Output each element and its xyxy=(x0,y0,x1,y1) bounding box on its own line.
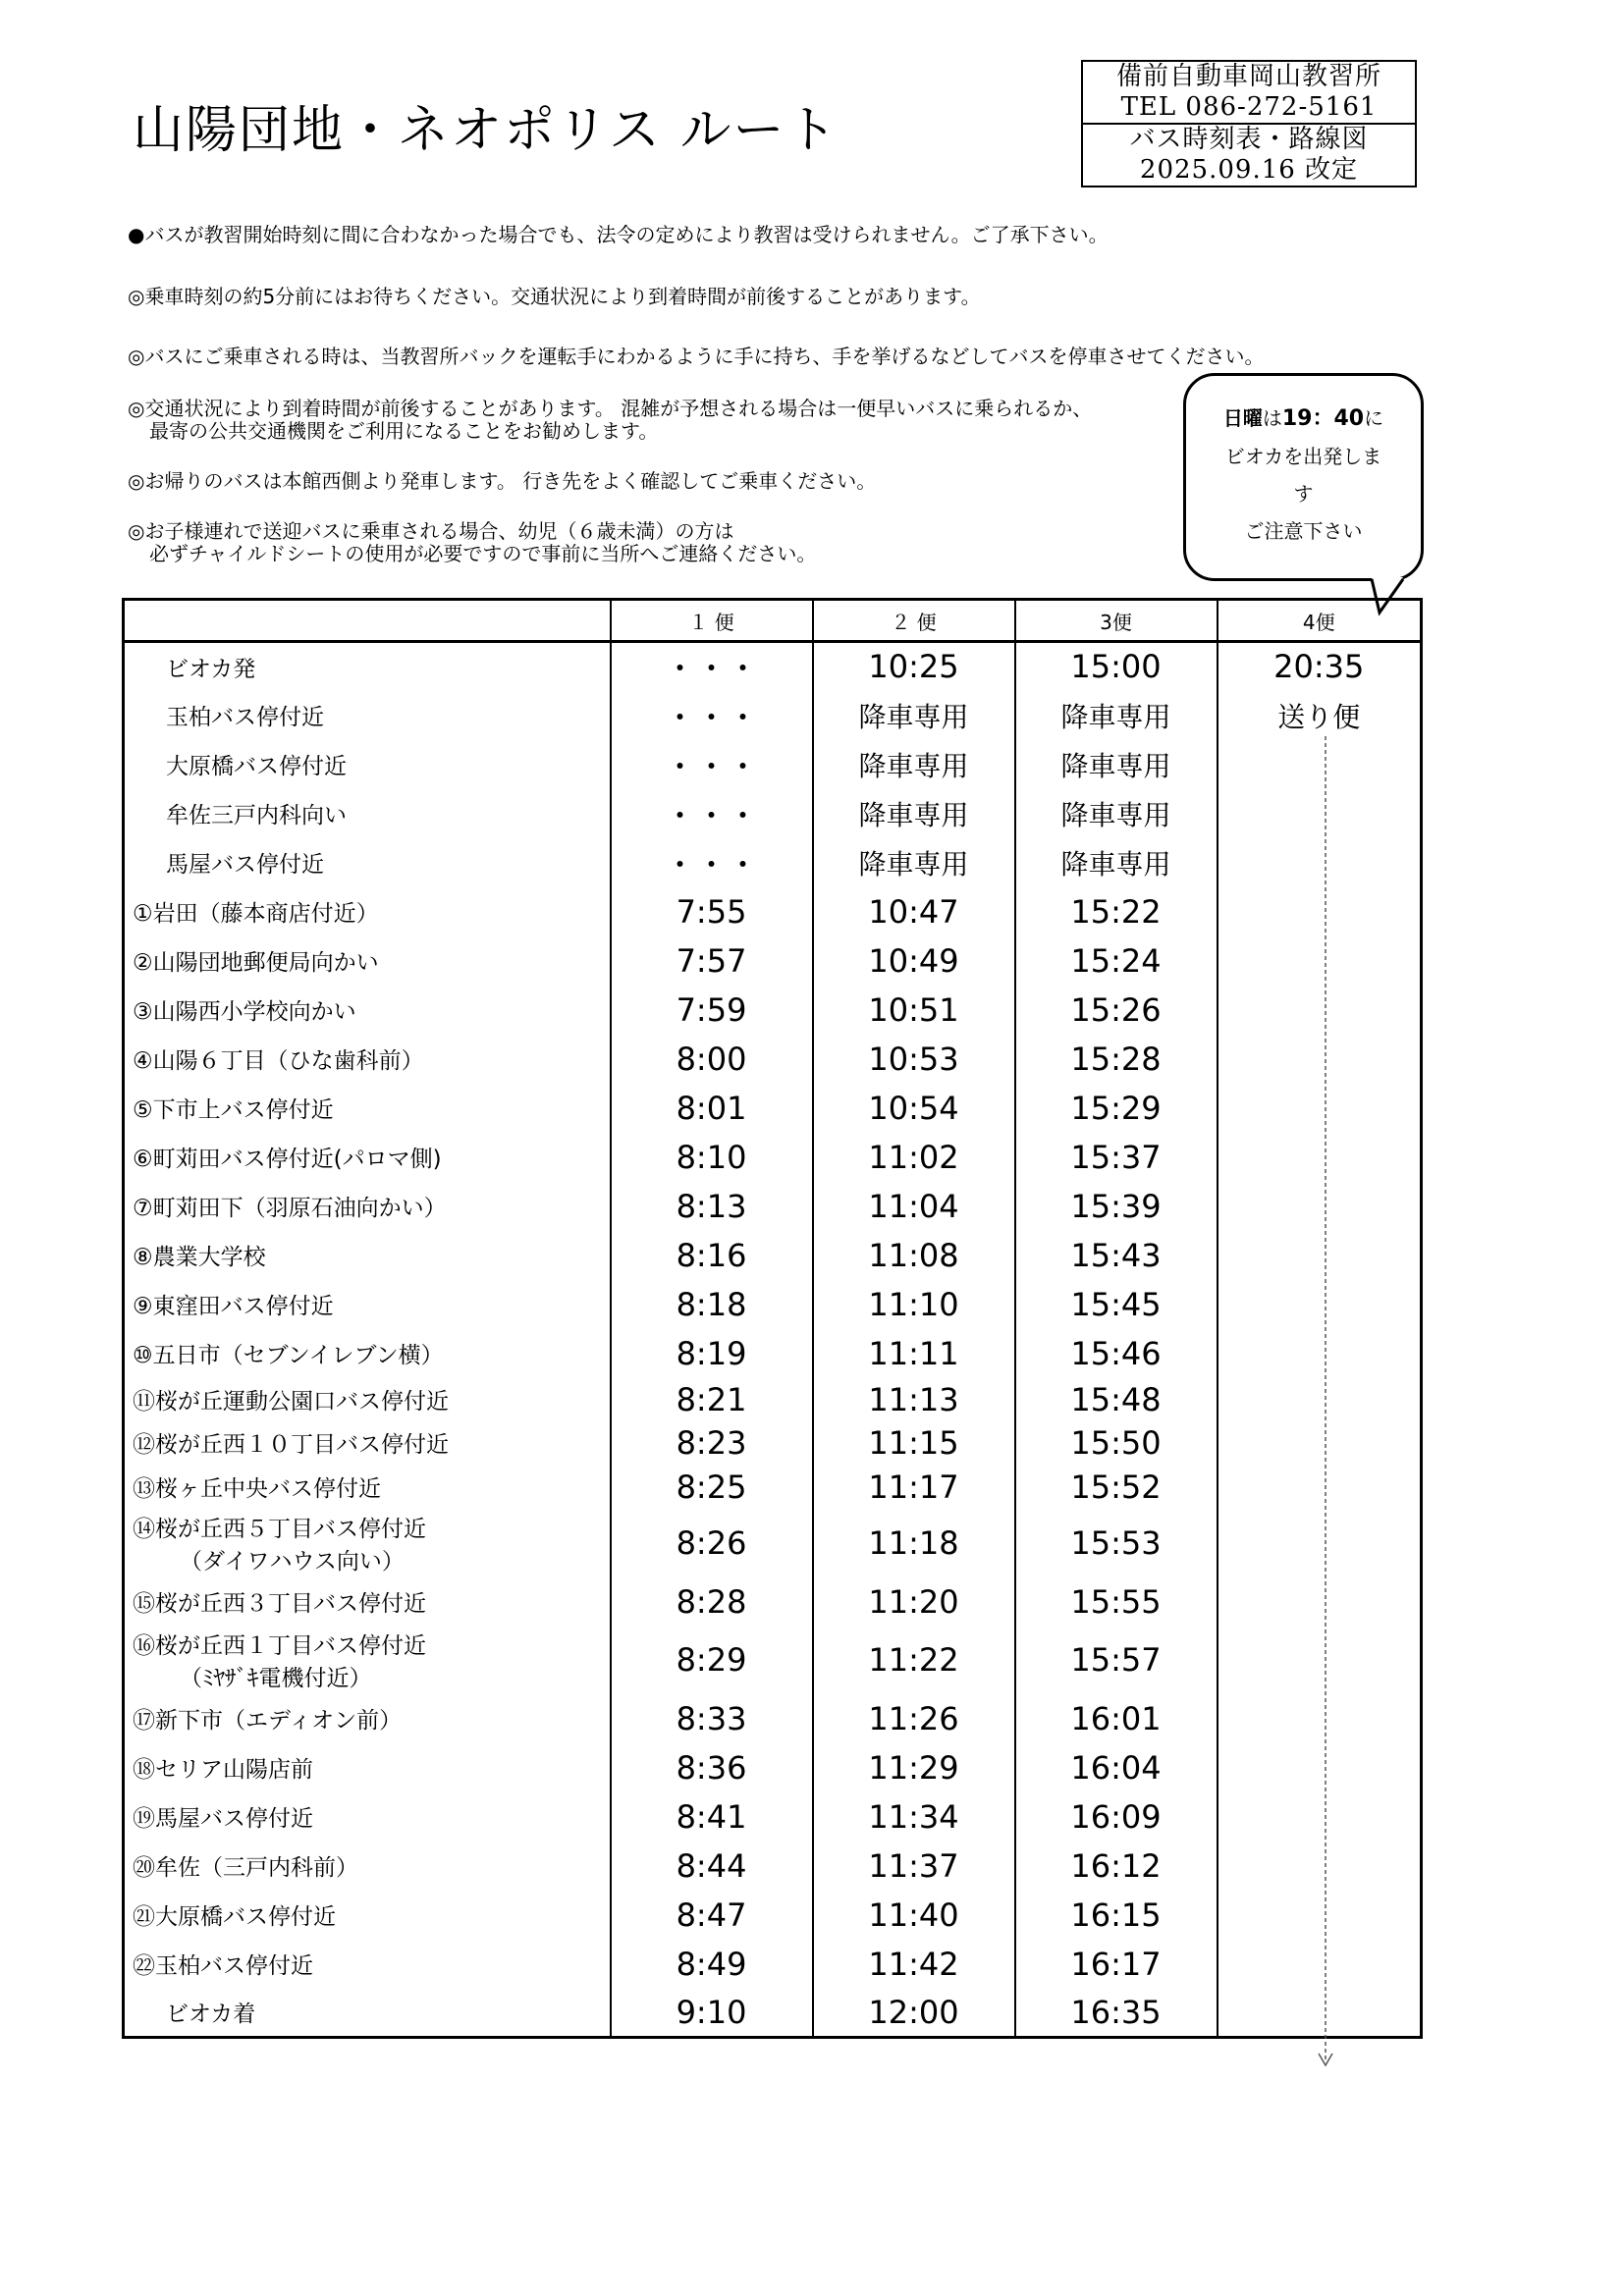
stop-name xyxy=(124,1940,611,1989)
stop-label: ⑯桜が丘西１丁目バス停付近 xyxy=(133,1633,426,1659)
stop-name xyxy=(124,691,611,740)
note-5: ◎お帰りのバスは本館西側より発車します。 行き先をよく確認してご乗車ください。 xyxy=(128,469,877,493)
trip-3-time: 15:37 xyxy=(1015,1133,1218,1182)
table-row xyxy=(124,1231,1422,1280)
table-row xyxy=(124,887,1422,936)
stop-name xyxy=(124,1792,611,1842)
stop-name xyxy=(124,838,611,887)
trip-1-time: 7:59 xyxy=(611,986,813,1035)
trip-1-time: 8:28 xyxy=(611,1577,813,1627)
stop-name xyxy=(124,1280,611,1329)
stop-name xyxy=(124,1035,611,1084)
table-row xyxy=(124,1842,1422,1891)
trip-3-time: 15:57 xyxy=(1015,1627,1218,1694)
trip-1-time: 8:21 xyxy=(611,1378,813,1421)
table-row xyxy=(124,691,1422,740)
trip-3-time: 降車専用 xyxy=(1015,838,1218,887)
trip-3-time: 15:53 xyxy=(1015,1510,1218,1577)
stop-label: 馬屋バス停付近 xyxy=(166,852,324,878)
stop-name xyxy=(124,1084,611,1133)
trip-3-time: 15:55 xyxy=(1015,1577,1218,1627)
stop-label: ②山陽団地郵便局向かい xyxy=(133,950,379,976)
trip-2-time: 11:22 xyxy=(813,1627,1015,1694)
trip-1-time: ・・・ xyxy=(611,838,813,887)
table-row xyxy=(124,1743,1422,1792)
office-name: 備前自動車岡山教習所 xyxy=(1115,62,1381,91)
stop-label: ⑨東窪田バス停付近 xyxy=(133,1294,334,1319)
stop-label: ⑰新下市（エディオン前） xyxy=(133,1708,403,1734)
trip-1-time: ・・・ xyxy=(611,642,813,691)
table-row xyxy=(124,1577,1422,1627)
trip-3-time: 15:45 xyxy=(1015,1280,1218,1329)
stop-name xyxy=(124,1743,611,1792)
stop-label: ④山陽６丁目（ひな歯科前） xyxy=(133,1048,424,1074)
header-stop xyxy=(124,600,611,642)
stop-name xyxy=(124,740,611,789)
table-row xyxy=(124,1329,1422,1378)
trip-2-time: 11:18 xyxy=(813,1510,1015,1577)
trip-1-time: 8:29 xyxy=(611,1627,813,1694)
trip-1-time: 8:41 xyxy=(611,1792,813,1842)
trip-3-time: 降車専用 xyxy=(1015,740,1218,789)
trip-3-time: 15:24 xyxy=(1015,936,1218,986)
trip-1-time: ・・・ xyxy=(611,740,813,789)
trip-2-time: 11:02 xyxy=(813,1133,1015,1182)
stop-name xyxy=(124,1842,611,1891)
stop-label: ⑥町苅田バス停付近(パロマ側) xyxy=(133,1147,442,1172)
trip-3-time: 降車専用 xyxy=(1015,789,1218,838)
trip-3-time: 15:39 xyxy=(1015,1182,1218,1231)
trip-3-time: 15:26 xyxy=(1015,986,1218,1035)
stop-label: 牟佐三戸内科向い xyxy=(166,803,347,828)
trip-1-time: 8:19 xyxy=(611,1329,813,1378)
trip-2-time: 10:49 xyxy=(813,936,1015,986)
trip-3-time: 16:35 xyxy=(1015,1989,1218,2038)
trip-2-time: 11:42 xyxy=(813,1940,1015,1989)
stop-label: ①岩田（藤本商店付近） xyxy=(133,901,379,927)
stop-label: ⑤下市上バス停付近 xyxy=(133,1097,334,1123)
stop-label: ⑬桜ヶ丘中央バス停付近 xyxy=(133,1476,381,1502)
trip-3-time: 15:00 xyxy=(1015,642,1218,691)
table-row xyxy=(124,1940,1422,1989)
trip-3-time: 降車専用 xyxy=(1015,691,1218,740)
trip-3-time: 16:15 xyxy=(1015,1891,1218,1940)
stop-name xyxy=(124,1510,611,1577)
trip-3-time: 15:48 xyxy=(1015,1378,1218,1421)
stop-name xyxy=(124,1465,611,1510)
trip-1-time: 8:16 xyxy=(611,1231,813,1280)
trip-1-time: 8:26 xyxy=(611,1510,813,1577)
stop-name xyxy=(124,1421,611,1465)
office-info-box xyxy=(1081,60,1417,187)
trip-1-time: 8:49 xyxy=(611,1940,813,1989)
trip-2-time: 11:29 xyxy=(813,1743,1015,1792)
stop-sublabel: （ﾐﾔｻﾞｷ電機付近） xyxy=(180,1666,372,1691)
table-row xyxy=(124,936,1422,986)
table-row xyxy=(124,1182,1422,1231)
stop-label: ⑫桜が丘西１０丁目バス停付近 xyxy=(133,1432,449,1458)
note-6: ◎お子様連れで送迎バスに乗車される場合、幼児（６歳未満）の方は 必ずチャイルドシートの使用が必要ですので事前に当所へご連絡ください。 xyxy=(128,519,817,565)
table-row xyxy=(124,986,1422,1035)
trip-1-time: 8:01 xyxy=(611,1084,813,1133)
trip-2-time: 10:47 xyxy=(813,887,1015,936)
stop-name xyxy=(124,642,611,691)
stop-name xyxy=(124,1133,611,1182)
stop-name xyxy=(124,986,611,1035)
trip-2-time: 10:53 xyxy=(813,1035,1015,1084)
note-1: ●バスが教習開始時刻に間に合わなかった場合でも、法令の定めにより教習は受けられません。ご了承下さい。 xyxy=(128,223,1109,246)
table-row xyxy=(124,1989,1422,2038)
table-row xyxy=(124,1133,1422,1182)
revision-date: 2025.09.16 改定 xyxy=(1139,155,1359,185)
table-row xyxy=(124,1421,1422,1465)
trip-2-time: 11:40 xyxy=(813,1891,1015,1940)
trip-2-time: 11:37 xyxy=(813,1842,1015,1891)
trip-2-time: 11:13 xyxy=(813,1378,1015,1421)
stop-name xyxy=(124,1694,611,1743)
table-row xyxy=(124,1694,1422,1743)
stop-sublabel: （ダイワハウス向い） xyxy=(180,1549,405,1575)
header-trip-2: ２ 便 xyxy=(813,600,1015,642)
stop-name xyxy=(124,1182,611,1231)
table-row xyxy=(124,1510,1422,1577)
office-tel: TEL 086-272-5161 xyxy=(1120,92,1378,122)
stop-label: ⑪桜が丘運動公園口バス停付近 xyxy=(133,1389,449,1415)
trip-1-time: 8:33 xyxy=(611,1694,813,1743)
trip-1-time: 8:10 xyxy=(611,1133,813,1182)
trip-3-time: 15:52 xyxy=(1015,1465,1218,1510)
trip-1-time: 8:18 xyxy=(611,1280,813,1329)
trip-1-time: 7:55 xyxy=(611,887,813,936)
table-row xyxy=(124,789,1422,838)
trip-2-time: 降車専用 xyxy=(813,838,1015,887)
trip-2-time: 11:34 xyxy=(813,1792,1015,1842)
table-row xyxy=(124,740,1422,789)
stop-label: ⑳牟佐（三戸内科前） xyxy=(133,1855,358,1881)
trip-2-time: 11:17 xyxy=(813,1465,1015,1510)
stop-label: 玉柏バス停付近 xyxy=(166,705,324,730)
stop-label: ⑮桜が丘西３丁目バス停付近 xyxy=(133,1591,426,1617)
trip-2-time: 11:08 xyxy=(813,1231,1015,1280)
trip-1-time: 8:25 xyxy=(611,1465,813,1510)
trip-2-time: 11:20 xyxy=(813,1577,1015,1627)
header-trip-4: 4便 xyxy=(1218,600,1422,642)
trip-2-time: 降車専用 xyxy=(813,691,1015,740)
trip-4-time: 20:35 xyxy=(1218,642,1422,691)
stop-name xyxy=(124,1329,611,1378)
trip-2-time: 11:15 xyxy=(813,1421,1015,1465)
trip-3-time: 15:22 xyxy=(1015,887,1218,936)
stop-name xyxy=(124,1891,611,1940)
trip-1-time: 8:36 xyxy=(611,1743,813,1792)
trip-3-time: 16:01 xyxy=(1015,1694,1218,1743)
header-trip-3: 3便 xyxy=(1015,600,1218,642)
stop-label: ⑲馬屋バス停付近 xyxy=(133,1806,313,1832)
trip-2-time: 降車専用 xyxy=(813,789,1015,838)
trip-2-time: 10:54 xyxy=(813,1084,1015,1133)
trip-1-time: 8:00 xyxy=(611,1035,813,1084)
stop-label: ③山陽西小学校向かい xyxy=(133,999,356,1025)
stop-label: ⑱セリア山陽店前 xyxy=(133,1757,313,1783)
trip-3-time: 16:09 xyxy=(1015,1792,1218,1842)
note-2: ◎乗車時刻の約5分前にはお待ちください。交通状況により到着時間が前後することがあります。 xyxy=(128,285,981,308)
stop-label: ⑦町苅田下（羽原石油向かい） xyxy=(133,1196,447,1221)
table-row xyxy=(124,1035,1422,1084)
stop-name xyxy=(124,1378,611,1421)
note-4: ◎交通状況により到着時間が前後することがあります。 混雑が予想される場合は一便早いバスに乗られるか、 最寄の公共交通機関をご利用になることをお勧めします。 xyxy=(128,397,1093,443)
trip-1-time: ・・・ xyxy=(611,691,813,740)
table-row xyxy=(124,1627,1422,1694)
stop-name xyxy=(124,1627,611,1694)
stop-label: ⑩五日市（セブンイレブン横） xyxy=(133,1343,444,1368)
trip-3-time: 15:46 xyxy=(1015,1329,1218,1378)
timetable xyxy=(122,598,1423,2039)
trip-3-time: 15:50 xyxy=(1015,1421,1218,1465)
trip-2-time: 11:10 xyxy=(813,1280,1015,1329)
stop-label: ⑧農業大学校 xyxy=(133,1245,266,1270)
trip-4-time: 送り便 xyxy=(1218,691,1422,740)
trip-2-time: 11:26 xyxy=(813,1694,1015,1743)
trip-1-time: 8:47 xyxy=(611,1891,813,1940)
stop-name xyxy=(124,1989,611,2038)
trip-3-time: 16:17 xyxy=(1015,1940,1218,1989)
table-row xyxy=(124,1378,1422,1421)
trip-2-time: 降車専用 xyxy=(813,740,1015,789)
stop-name xyxy=(124,936,611,986)
trip-1-time: 8:23 xyxy=(611,1421,813,1465)
trip-1-time: 8:13 xyxy=(611,1182,813,1231)
table-row xyxy=(124,1792,1422,1842)
table-row xyxy=(124,1280,1422,1329)
stop-name xyxy=(124,789,611,838)
stop-label: 大原橋バス停付近 xyxy=(166,754,347,779)
trip-2-time: 11:11 xyxy=(813,1329,1015,1378)
stop-label: ビオカ発 xyxy=(166,656,256,682)
trip-1-time: ・・・ xyxy=(611,789,813,838)
timetable-header xyxy=(124,600,1422,642)
stop-name xyxy=(124,887,611,936)
stop-label: ㉒玉柏バス停付近 xyxy=(133,1953,313,1979)
trip-2-time: 10:51 xyxy=(813,986,1015,1035)
stop-name xyxy=(124,1231,611,1280)
trip-1-time: 7:57 xyxy=(611,936,813,986)
continuation-arrow-icon xyxy=(1316,736,1339,2071)
trip-2-time: 11:04 xyxy=(813,1182,1015,1231)
table-row xyxy=(124,642,1422,691)
trip-2-time: 12:00 xyxy=(813,1989,1015,2038)
table-row xyxy=(124,838,1422,887)
trip-3-time: 15:28 xyxy=(1015,1035,1218,1084)
doc-type: バス時刻表・路線図 xyxy=(1129,125,1369,154)
header-trip-1: １ 便 xyxy=(611,600,813,642)
trip-3-time: 16:12 xyxy=(1015,1842,1218,1891)
table-row xyxy=(124,1465,1422,1510)
table-row xyxy=(124,1084,1422,1133)
page-title: 山陽団地・ネオポリス ルート xyxy=(133,101,839,160)
trip-3-time: 15:43 xyxy=(1015,1231,1218,1280)
trip-3-time: 16:04 xyxy=(1015,1743,1218,1792)
trip-1-time: 9:10 xyxy=(611,1989,813,2038)
trip-3-time: 15:29 xyxy=(1015,1084,1218,1133)
table-row xyxy=(124,1891,1422,1940)
stop-label: ビオカ着 xyxy=(166,2002,256,2028)
stop-label: ㉑大原橋バス停付近 xyxy=(133,1904,336,1930)
stop-name xyxy=(124,1577,611,1627)
trip-2-time: 10:25 xyxy=(813,642,1015,691)
sunday-callout: 日曜は19：40に ビオカを出発しま す ご注意下さい xyxy=(1183,373,1424,581)
note-3: ◎バスにご乗車される時は、当教習所バックを運転手にわかるように手に持ち、手を挙げるなどしてバスを停車させてください。 xyxy=(128,345,1265,368)
trip-1-time: 8:44 xyxy=(611,1842,813,1891)
stop-label: ⑭桜が丘西５丁目バス停付近 xyxy=(133,1517,426,1542)
